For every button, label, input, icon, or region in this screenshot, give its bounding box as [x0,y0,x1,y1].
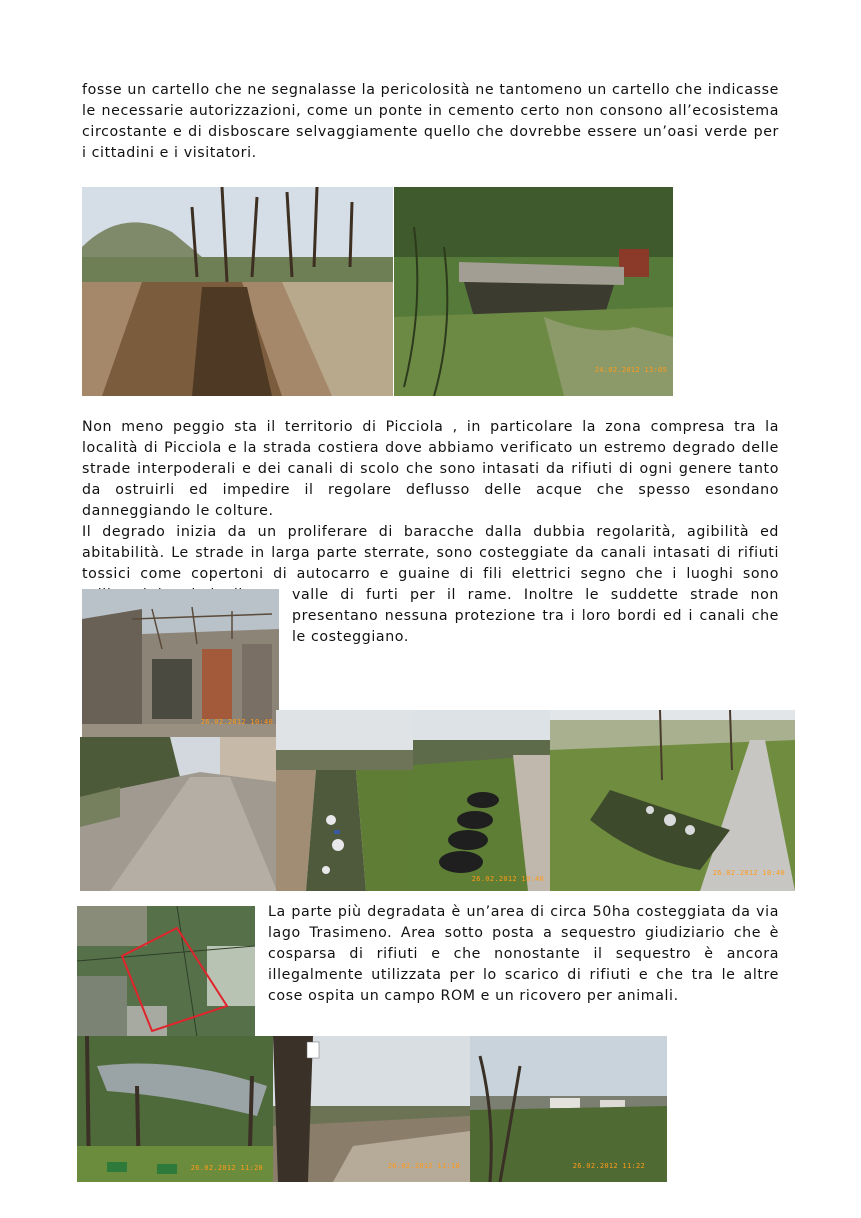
paragraph-3-continued: valle di furti per il rame. Inoltre le suddette strade non presentano nessuna protezione tra i loro bordi ed i canali che le costeggiano. [292,587,779,645]
paragraph-4: La parte più degradata è un’area di circa 50ha costeggiata da via lago Trasimeno. Area sotto posta a sequestro giudiziario che è cosparsa di rifiuti e che nonostante il sequestro è ancora illegalmente utilizzata per lo scarico di rifiuti e che tra le altre cose ospita un campo ROM e un ricovero per animali. [268,904,779,1004]
photo-date-stamp: 26.02.2012 10:40 [712,869,785,877]
photo-date-stamp: 26.02.2012 10:40 [200,718,273,726]
photo-bridge [394,187,673,396]
photo-trench [82,187,393,396]
photo-date-stamp: 26.02.2012 11:20 [190,1164,263,1172]
photo-date-stamp: 26.02.2012 11:18 [387,1162,460,1170]
paragraph-2: Non meno peggio sta il territorio di Picciola , in particolare la zona compresa tra la località di Picciola e la strada costiera dove abbiamo verificato un estremo degrado delle strade interpoderali e dei canali di scolo che sono intasati da rifiuti di ogni genere tanto da ostruirli ed impedire il regolare deflusso delle acque che spesso esondano danneggiando le colture. [82,419,779,519]
paragraph-3: Il degrado inizia da un proliferare di baracche dalla dubbia regolarità, agibilità ed abitabilità. Le strade in larga parte sterrate, sono costeggiate da canali intasati di rifiuti tossici come copertoni di autocarro e guaine di fili elettrici segno che i luoghi sono [82,524,779,582]
photo-date-stamp: 26.02.2012 10:40 [471,875,544,883]
photo-date-stamp: 26.02.2012 11:22 [572,1162,645,1170]
photo-ditch-waste [276,710,413,891]
photo-tree-sign [273,1036,470,1182]
photo-ditch-tires [413,710,550,891]
photo-shelter [77,1036,273,1182]
paragraph-1: fosse un cartello che ne segnalasse la pericolosità ne tantomeno un cartello che indicasse le necessarie autorizzazioni, come un ponte in cemento certo non consono all’ecosistema circostante e di disboscare selvaggiamente quello che dovrebbe essere un’oasi verde per i cittadini e i visitatori. [82,82,779,161]
photo-date-stamp: 24.02.2012 13:05 [594,366,667,374]
aerial-map [77,906,255,1037]
photo-dirt-road [80,737,277,891]
photo-camp-field [470,1036,667,1182]
photo-shacks [82,589,279,738]
photo-field-path [550,710,795,891]
